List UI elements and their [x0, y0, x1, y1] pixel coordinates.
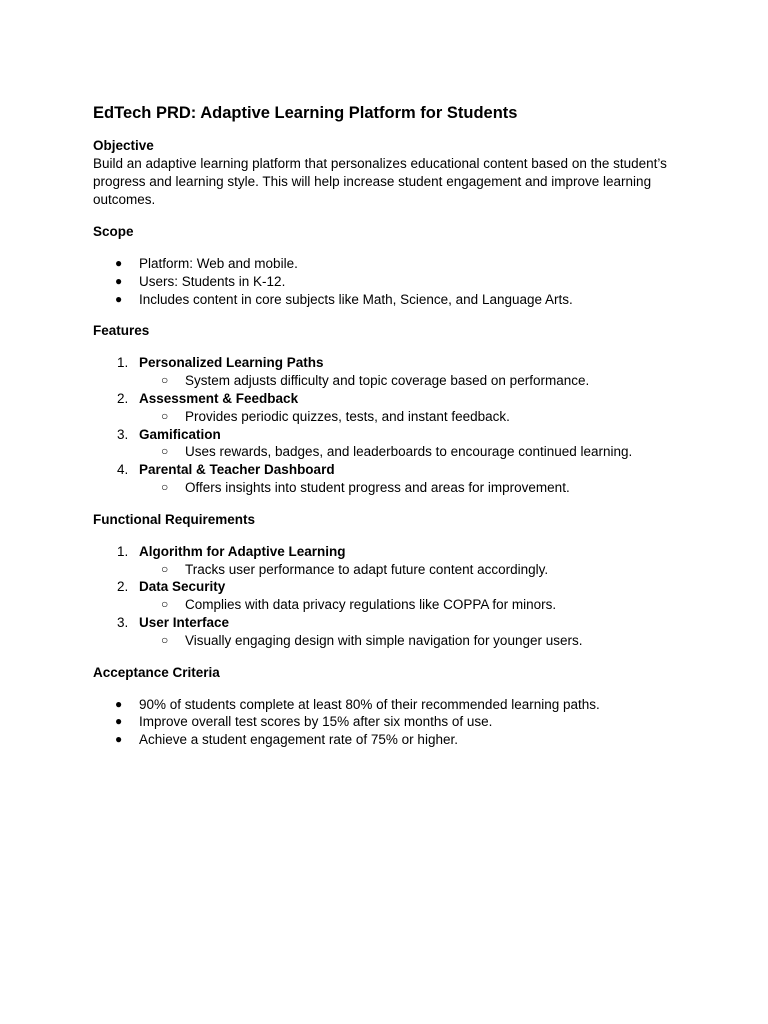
bullet-icon: ● [115, 714, 123, 729]
scope-section [93, 223, 693, 308]
sub-bullet-icon: ○ [161, 373, 169, 388]
feature-detail-row [139, 372, 693, 390]
features-list [93, 354, 693, 496]
requirement-title: User Interface [139, 614, 230, 630]
feature-title: Parental & Teacher Dashboard [139, 462, 335, 478]
criteria-item [93, 731, 693, 749]
sub-bullet-icon: ○ [161, 561, 169, 576]
sub-bullet-icon: ○ [161, 479, 169, 494]
requirement-detail-row [139, 632, 693, 650]
requirement-item [93, 543, 693, 579]
requirement-detail: Tracks user performance to adapt future content accordingly. [185, 561, 549, 577]
requirement-item [93, 578, 693, 614]
feature-title: Assessment & Feedback [139, 390, 299, 406]
feature-detail: Offers insights into student progress and areas for improvement. [185, 479, 570, 495]
document-content [93, 103, 693, 763]
feature-number: 2. [117, 390, 129, 406]
requirement-title: Data Security [139, 579, 226, 595]
sub-bullet-icon: ○ [161, 632, 169, 647]
bullet-icon: ● [115, 696, 123, 711]
feature-detail-row [139, 479, 693, 497]
requirement-number: 1. [117, 543, 129, 559]
scope-list [93, 255, 693, 308]
features-section [93, 322, 693, 496]
acceptance-criteria-heading: Acceptance Criteria [93, 664, 220, 680]
feature-detail-row [139, 408, 693, 426]
functional-requirements-section [93, 511, 693, 650]
feature-title: Gamification [139, 426, 221, 442]
scope-item [93, 273, 693, 291]
acceptance-criteria-section [93, 664, 693, 749]
requirement-detail-row [139, 561, 693, 579]
requirement-detail-row [139, 596, 693, 614]
requirement-item [93, 614, 693, 650]
requirement-detail: Visually engaging design with simple navigation for younger users. [185, 632, 583, 648]
feature-item [93, 354, 693, 390]
feature-number: 1. [117, 355, 129, 371]
functional-requirements-heading: Functional Requirements [93, 511, 256, 527]
scope-item [93, 291, 693, 309]
acceptance-criteria-list [93, 696, 693, 749]
objective-heading: Objective [93, 138, 154, 153]
requirement-detail: Complies with data privacy regulations like COPPA for minors. [185, 597, 557, 613]
scope-item-text: Includes content in core subjects like Math, Science, and Language Arts. [139, 291, 573, 307]
feature-number: 3. [117, 426, 129, 442]
requirement-number: 3. [117, 614, 129, 630]
criteria-item [93, 696, 693, 714]
bullet-icon: ● [115, 291, 123, 306]
scope-item [93, 255, 693, 273]
feature-number: 4. [117, 462, 129, 478]
feature-detail: Uses rewards, badges, and leaderboards to encourage continued learning. [185, 444, 633, 460]
criteria-item-text: Achieve a student engagement rate of 75% or higher. [139, 732, 458, 748]
criteria-item [93, 713, 693, 731]
bullet-icon: ● [115, 256, 123, 270]
feature-detail: Provides periodic quizzes, tests, and instant feedback. [185, 408, 510, 424]
criteria-item-text: 90% of students complete at least 80% of their recommended learning paths. [139, 696, 600, 712]
requirement-number: 2. [117, 579, 129, 595]
criteria-item-text: Improve overall test scores by 15% after six months of use. [139, 714, 493, 730]
sub-bullet-icon: ○ [161, 597, 169, 612]
functional-requirements-list [93, 543, 693, 650]
scope-heading: Scope [93, 224, 134, 239]
features-heading: Features [93, 323, 150, 339]
bullet-icon: ● [115, 732, 123, 747]
feature-item [93, 461, 693, 497]
objective-text: Build an adaptive learning platform that personalizes educational content based on the student’s progress and learning style. This will help increase student engagement and improve learning outcomes. [93, 156, 667, 207]
feature-title: Personalized Learning Paths [139, 355, 324, 371]
requirement-title: Algorithm for Adaptive Learning [139, 543, 346, 559]
scope-item-text: Platform: Web and mobile. [139, 256, 298, 271]
sub-bullet-icon: ○ [161, 444, 169, 459]
bullet-icon: ● [115, 273, 123, 288]
document-title: EdTech PRD: Adaptive Learning Platform for Students [93, 104, 518, 122]
feature-detail: System adjusts difficulty and topic coverage based on performance. [185, 373, 590, 389]
feature-item [93, 390, 693, 426]
objective-section [93, 137, 693, 209]
scope-item-text: Users: Students in K-12. [139, 273, 286, 289]
feature-item [93, 426, 693, 462]
sub-bullet-icon: ○ [161, 408, 169, 423]
feature-detail-row [139, 443, 693, 461]
